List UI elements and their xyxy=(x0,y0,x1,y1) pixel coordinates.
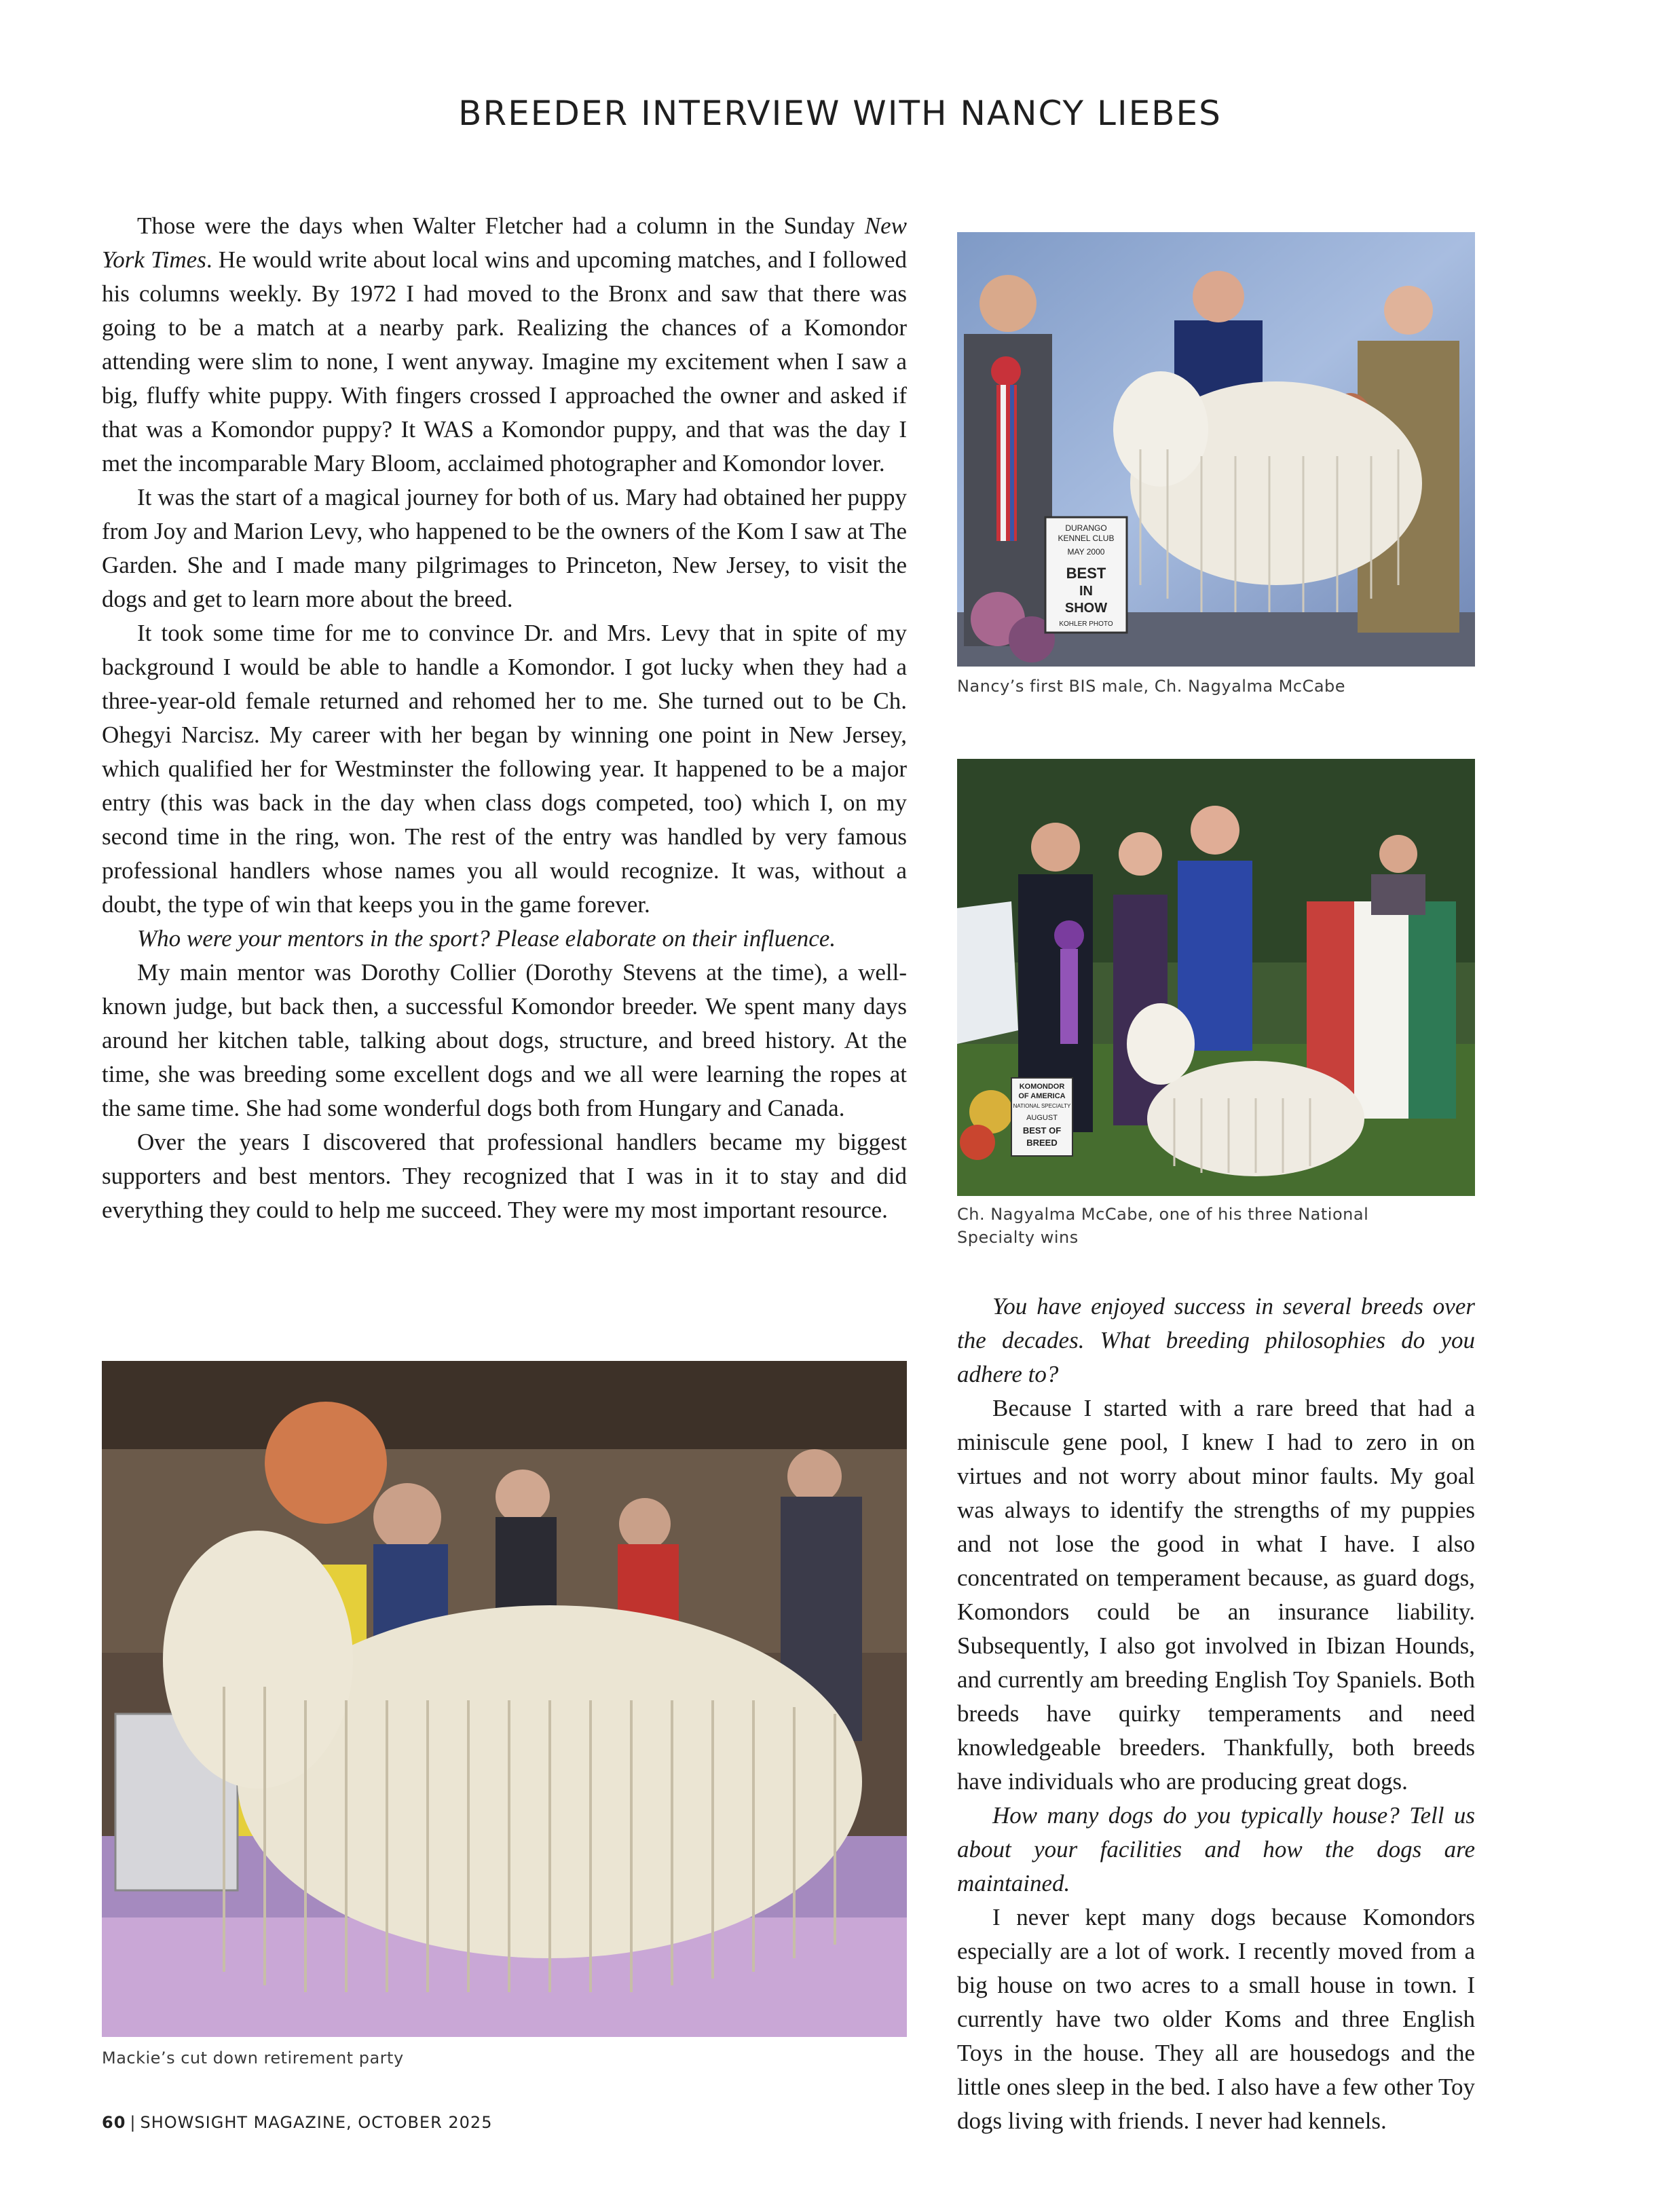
interview-question: Who were your mentors in the sport? Please elaborate on their influence. xyxy=(137,925,836,952)
sign-text: BEST xyxy=(1066,565,1106,582)
photo-retirement-party xyxy=(102,1361,907,2037)
sign-text: AUGUST xyxy=(1026,1114,1058,1122)
paragraph: My main mentor was Dorothy Collier (Dorothy Stevens at the time), a well-known judge, but back then, a successful Komondor breeder. We spent many days around her kitchen table, talking about dogs, structure, and breed history. At the time, she was breeding some excellent dogs and we all were learning the ropes at the same time. She had some wonderful dogs both from Hungary and Canada. xyxy=(102,959,907,1121)
sign-text: NATIONAL SPECIALTY xyxy=(1013,1103,1071,1109)
sign-text: BREED xyxy=(1026,1138,1058,1148)
interview-question: How many dogs do you typically house? Tell us about your facilities and how the dogs are maintained. xyxy=(957,1802,1475,1896)
photo-caption: Mackie’s cut down retirement party xyxy=(102,2048,404,2068)
page-footer: 60 | SHOWSIGHT MAGAZINE, OCTOBER 2025 xyxy=(102,2113,493,2132)
paragraph: Over the years I discovered that professional handlers became my biggest supporters and best mentors. They recognized that I was in it to stay and did everything they could to help me succeed. They were my most important resource. xyxy=(102,1129,907,1223)
sign-text: KOHLER PHOTO xyxy=(1059,620,1113,628)
sign-text: BEST OF xyxy=(1022,1125,1062,1136)
paragraph: It was the start of a magical journey for both of us. Mary had obtained her puppy from Joy and Marion Levy, who happened to be the owners of the Kom I saw at The Garden. She and I made many pilgrimages to Princeton, New Jersey, to visit the dogs and get to learn more about the breed. xyxy=(102,484,907,612)
photo-caption: Nancy’s first BIS male, Ch. Nagyalma McCabe xyxy=(957,677,1346,696)
sign-text: MAY 2000 xyxy=(1067,547,1105,557)
sign-text: DURANGO xyxy=(1065,523,1107,533)
photo-retirement-party-image xyxy=(102,1361,907,2037)
interview-question: You have enjoyed success in several breeds over the decades. What breeding philosophies do you adhere to? xyxy=(957,1293,1475,1387)
paragraph: Those were the days when Walter Fletcher had a column in the Sunday New York Times. He would write about local wins and upcoming matches, and I followed his columns weekly. By 1972 I had moved to the Bronx and saw that there was going to be a match at a nearby park. Realizing the chances of a Komondor attending were slim to none, I went anyway. Imagine my excitement when I saw a big, fluffy white puppy. With fingers crossed I approached the owner and asked if that was a Komondor puppy? It WAS a Komondor puppy, and that was the day I met the incomparable Mary Bloom, acclaimed photographer and Komondor lover. xyxy=(102,212,907,476)
page-number: 60 xyxy=(102,2113,126,2132)
sign-text: KOMONDOR xyxy=(1019,1083,1065,1091)
paragraph: It took some time for me to convince Dr. and Mrs. Levy that in spite of my background I would be able to handle a Komondor. I got lucky when they had a three-year-old female returned and rehomed her to me. She turned out to be Ch. Ohegyi Narcisz. My career with her began by winning one point in New Jersey, which qualified her for Westminster the following year. It happened to be a major entry (this was back in the day when class dogs competed, too) which I, on my second time in the ring, won. The rest of the entry was handled by very famous professional handlers whose names you all would recognize. It was, without a doubt, the type of win that keeps you in the game forever. xyxy=(102,620,907,918)
right-text-column xyxy=(957,1290,1475,2138)
sign-text: OF AMERICA xyxy=(1018,1092,1066,1100)
photo-best-in-show xyxy=(957,232,1475,667)
sign-text: IN xyxy=(1079,584,1093,599)
sign-text: SHOW xyxy=(1064,601,1108,616)
sign-text: KENNEL CLUB xyxy=(1058,534,1115,543)
page-header: BREEDER INTERVIEW WITH NANCY LIEBES xyxy=(458,94,1222,133)
left-text-column xyxy=(102,209,907,1227)
paragraph: Because I started with a rare breed that had a miniscule gene pool, I knew I had to zero in on virtues and not worry about minor faults. My goal was always to identify the strengths of my puppies and not lose the good in what I have. I also concentrated on temperament because, as guard dogs, Komondors could be an insurance liability. Subsequently, I also got involved in Ibizan Hounds, and currently am breeding English Toy Spaniels. Both breeds have quirky temperaments and need knowledgeable breeders. Thankfully, both breeds have individuals who are producing great dogs. xyxy=(957,1395,1475,1795)
paragraph: I never kept many dogs because Komondors especially are a lot of work. I recently moved from a big house on two acres to a small house in town. I currently have two older Koms and three English Toys in the house. They all are housedogs and the little ones sleep in the bed. I also have a few other Toy dogs living with friends. I never had kennels. xyxy=(957,1904,1475,2134)
photo-best-in-show-image xyxy=(957,232,1475,667)
publication-name: New York Times xyxy=(102,212,907,273)
photo-caption: Ch. Nagyalma McCabe, one of his three National Specialty wins xyxy=(957,1205,1369,1247)
photo-national-specialty xyxy=(957,759,1475,1196)
magazine-issue: SHOWSIGHT MAGAZINE, OCTOBER 2025 xyxy=(140,2113,493,2132)
photo-national-specialty-image xyxy=(957,759,1475,1196)
